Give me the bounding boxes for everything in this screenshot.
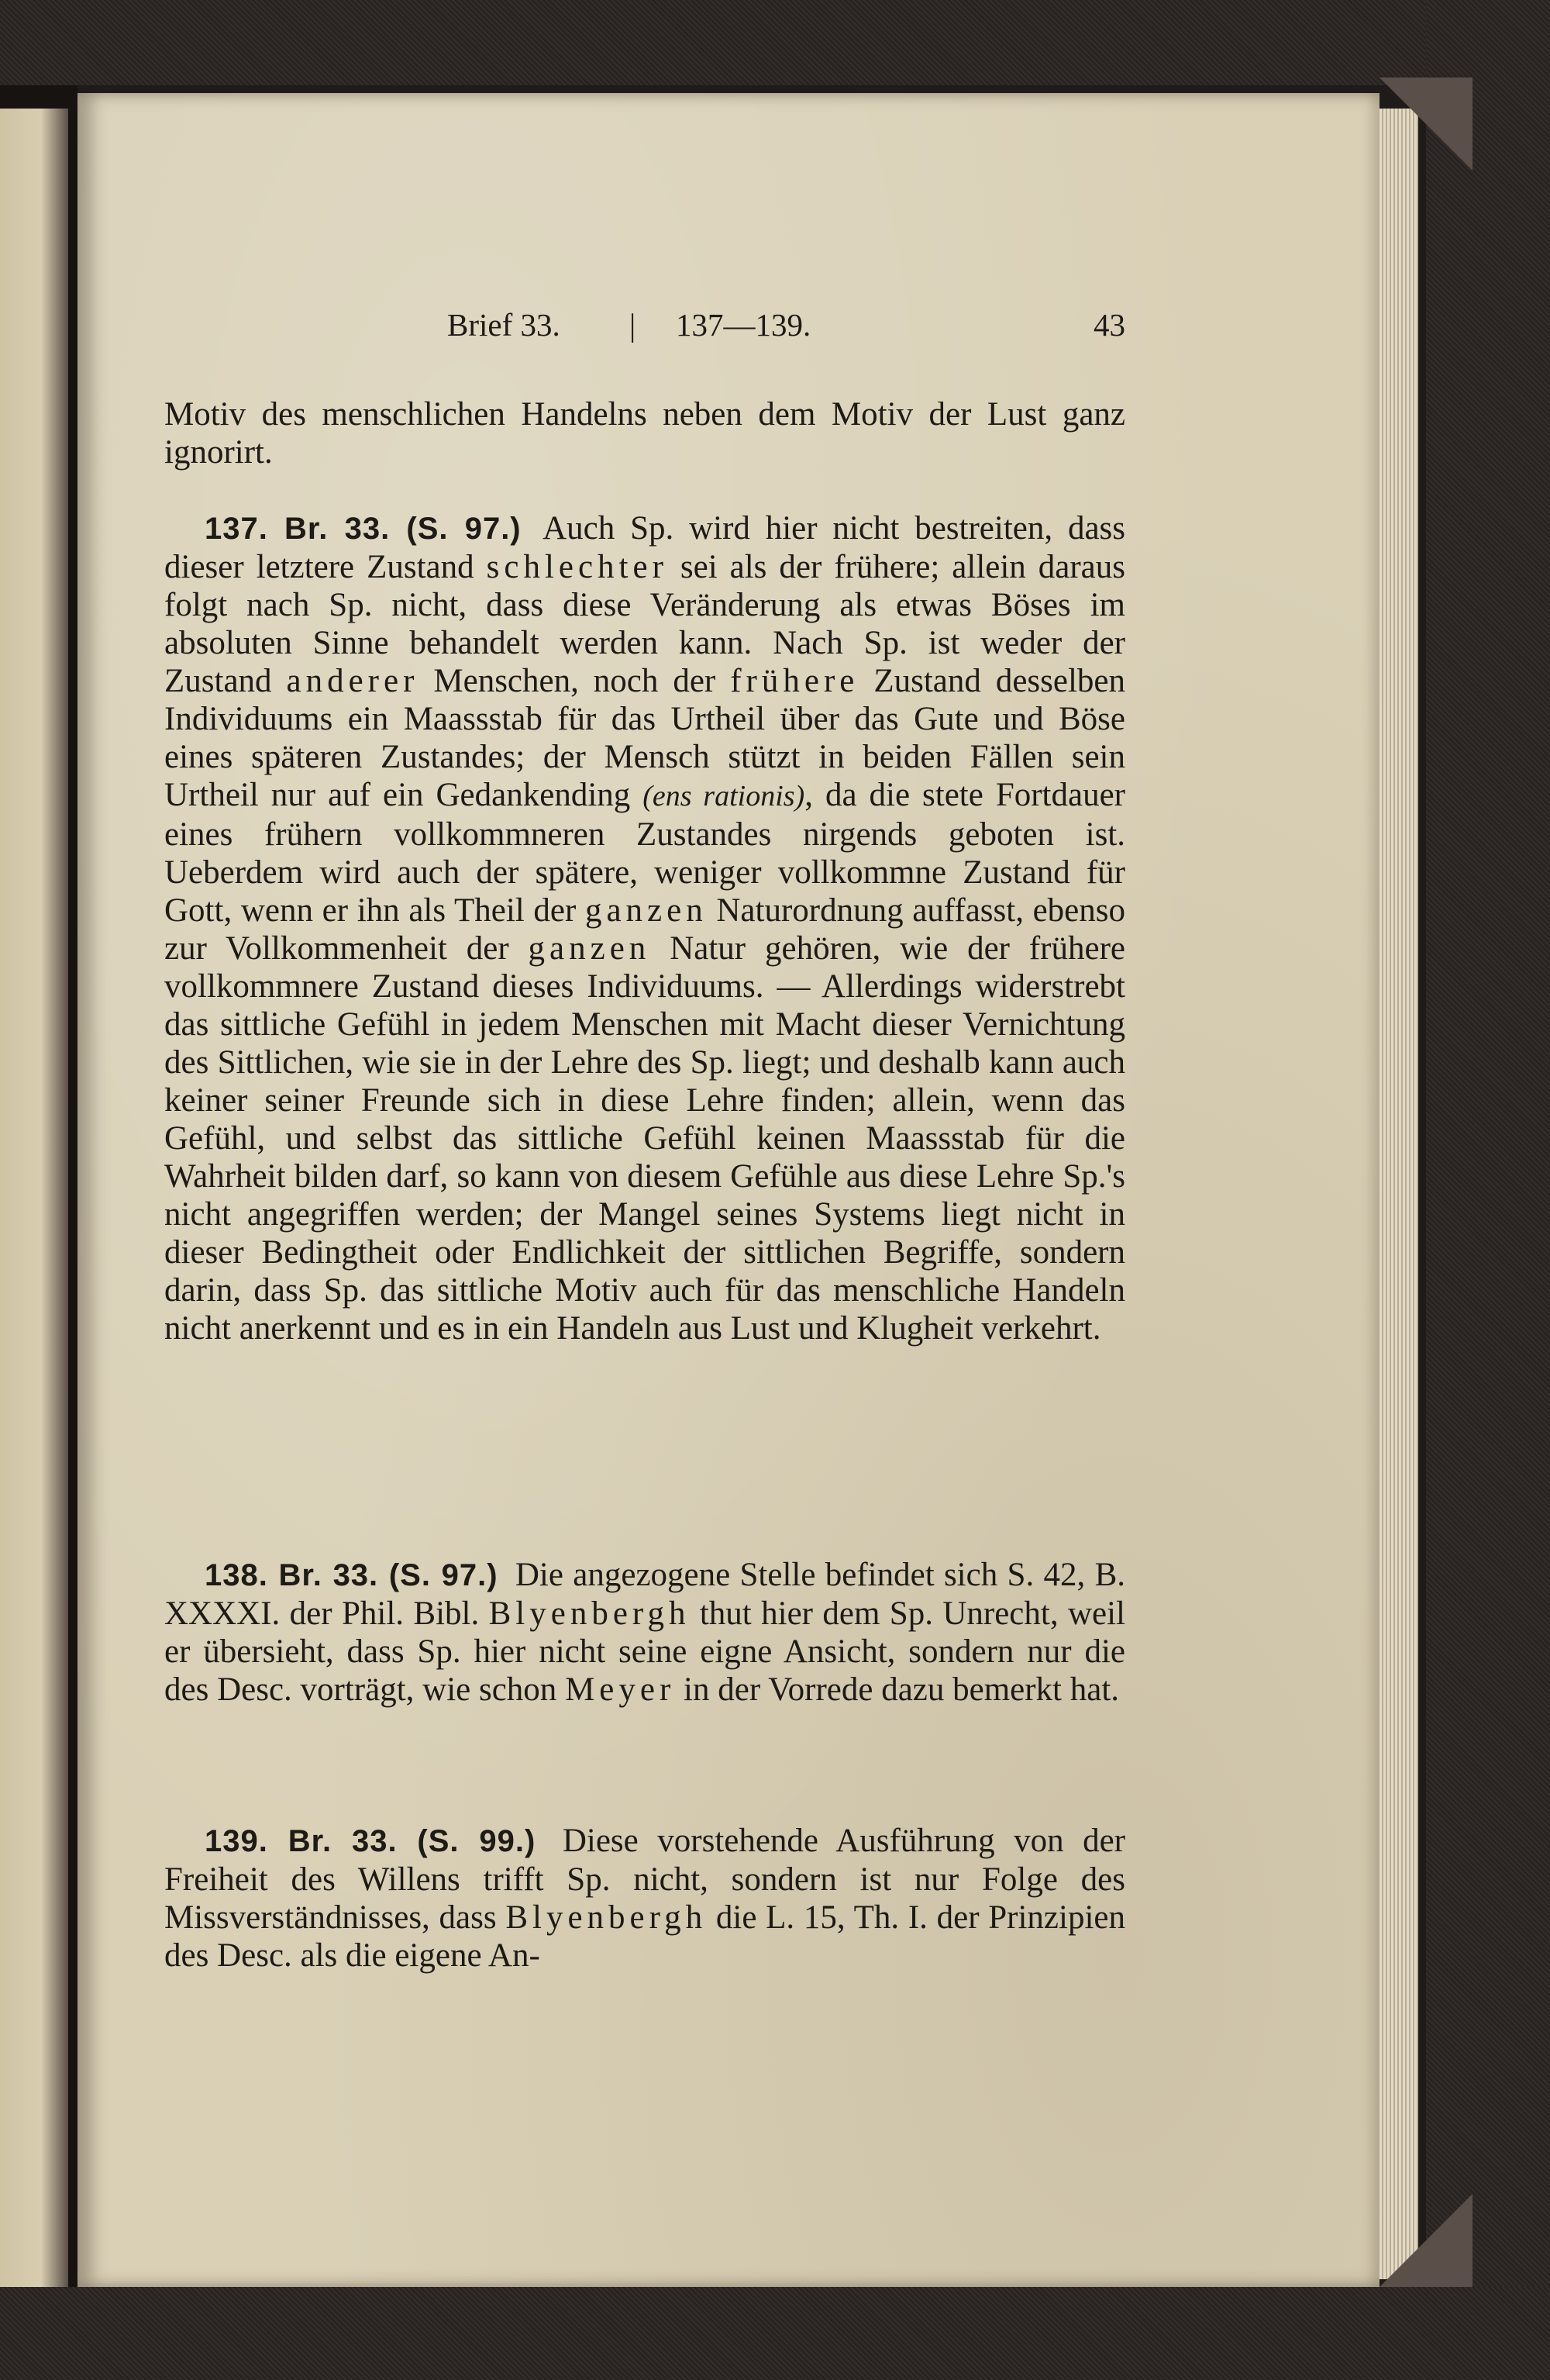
note-text: Menschen, noch der (418, 663, 731, 699)
paragraph-text: Motiv des menschlichen Handelns neben dem Motiv der Lust ganz ignorirt. (164, 396, 1125, 471)
note-number: 139. Br. 33. (S. 99.) (205, 1824, 536, 1858)
paragraph-continuation (164, 395, 1125, 471)
spaced-word: ganzen (584, 892, 708, 929)
note-number: 138. Br. 33. (S. 97.) (205, 1558, 498, 1592)
note-text: Auch Sp. wird hier nicht bestreiten, dass dieser letztere Zustand (164, 510, 1125, 585)
spaced-word: frühere (730, 663, 859, 699)
header-separator: | (629, 307, 636, 343)
header-range: 137—139. (676, 307, 811, 343)
spaced-word: anderer (286, 663, 419, 699)
left-page-edge (0, 109, 68, 2287)
note-text: in der Vorrede dazu bemerkt hat. (675, 1671, 1120, 1708)
note-text: Zustand desselben Individuums ein Maassstab für das Urtheil über das Gute und Böse eines späteren Zustandes; der Mensch stützt in beiden Fällen sein Urtheil nur auf ein Gedankending (164, 663, 1126, 813)
note-text: , da die stete Fortdauer eines frühern vollkommneren Zustandes nirgends geboten ist. Ueberdem wird auch der spätere, weniger vollkommne Zustand für Gott, wenn er ihn als Theil der (164, 777, 1125, 929)
binding-right (1426, 0, 1550, 2380)
note-text: sei als der frühere; allein daraus folgt nach Sp. nicht, dass diese Veränderung als etwas Böses im absoluten Sinne behandelt werden kann. Nach Sp. ist weder der Zustand (164, 549, 1125, 699)
note-text: Naturordnung auffasst, ebenso zur Vollkommenheit der (164, 892, 1126, 967)
corner-protector-bottom (1380, 2194, 1472, 2287)
spaced-word: Blyenbergh (505, 1899, 708, 1936)
note-text: Diese vorstehende Ausführung von der Freiheit des Willens trifft Sp. nicht, sondern ist nur Folge des Missverständnisses, dass (164, 1823, 1125, 1936)
corner-protector-top (1380, 78, 1472, 171)
note-number: 137. Br. 33. (S. 97.) (205, 512, 522, 546)
note-138 (164, 1556, 1125, 1709)
spaced-word: Blyenbergh (488, 1595, 691, 1632)
running-header (164, 306, 1125, 345)
note-text: thut hier dem Sp. Unrecht, weil er übersieht, dass Sp. hier nicht seine eigne Ansicht, sondern nur die des Desc. vorträgt, wie schon (164, 1595, 1125, 1708)
spaced-word: Meyer (565, 1671, 676, 1708)
note-text: die L. 15, Th. I. der Prinzipien des Desc. als die eigene An- (164, 1899, 1125, 1974)
header-letter: Brief 33. (447, 307, 560, 343)
spaced-word: ganzen (528, 930, 651, 967)
note-139 (164, 1822, 1125, 1975)
binding-top (0, 0, 1550, 85)
note-137 (164, 509, 1125, 1347)
spaced-word: schlechter (486, 549, 668, 585)
note-text: Die angezogene Stelle befindet sich S. 42, B. XXXXI. der Phil. Bibl. (164, 1557, 1125, 1632)
binding-bottom (0, 2287, 1550, 2380)
note-text: Natur gehören, wie der frühere vollkommnere Zustand dieses Individuums. — Allerdings widerstrebt das sittliche Gefühl in jedem Menschen mit Macht dieser Vernichtung des Sittlichen, wie sie in der Lehre des Sp. liegt; und deshalb kann auch keiner seiner Freunde sich in diese Lehre finden; allein, wenn das Gefühl, und selbst das sittliche Gefühl keinen Maassstab für die Wahrheit bilden darf, so kann von diesem Gefühle aus diese Lehre Sp.'s nicht angegriffen werden; der Mangel seines Systems liegt nicht in dieser Bedingtheit oder Endlichkeit der sittlichen Begriffe, sondern darin, dass Sp. das sittliche Motiv auch für das menschliche Handeln nicht anerkennt und es in ein Handeln aus Lust und Klugheit verkehrt. (164, 930, 1125, 1347)
page-number: 43 (1094, 307, 1125, 343)
italic-phrase: (ens rationis) (642, 780, 805, 812)
